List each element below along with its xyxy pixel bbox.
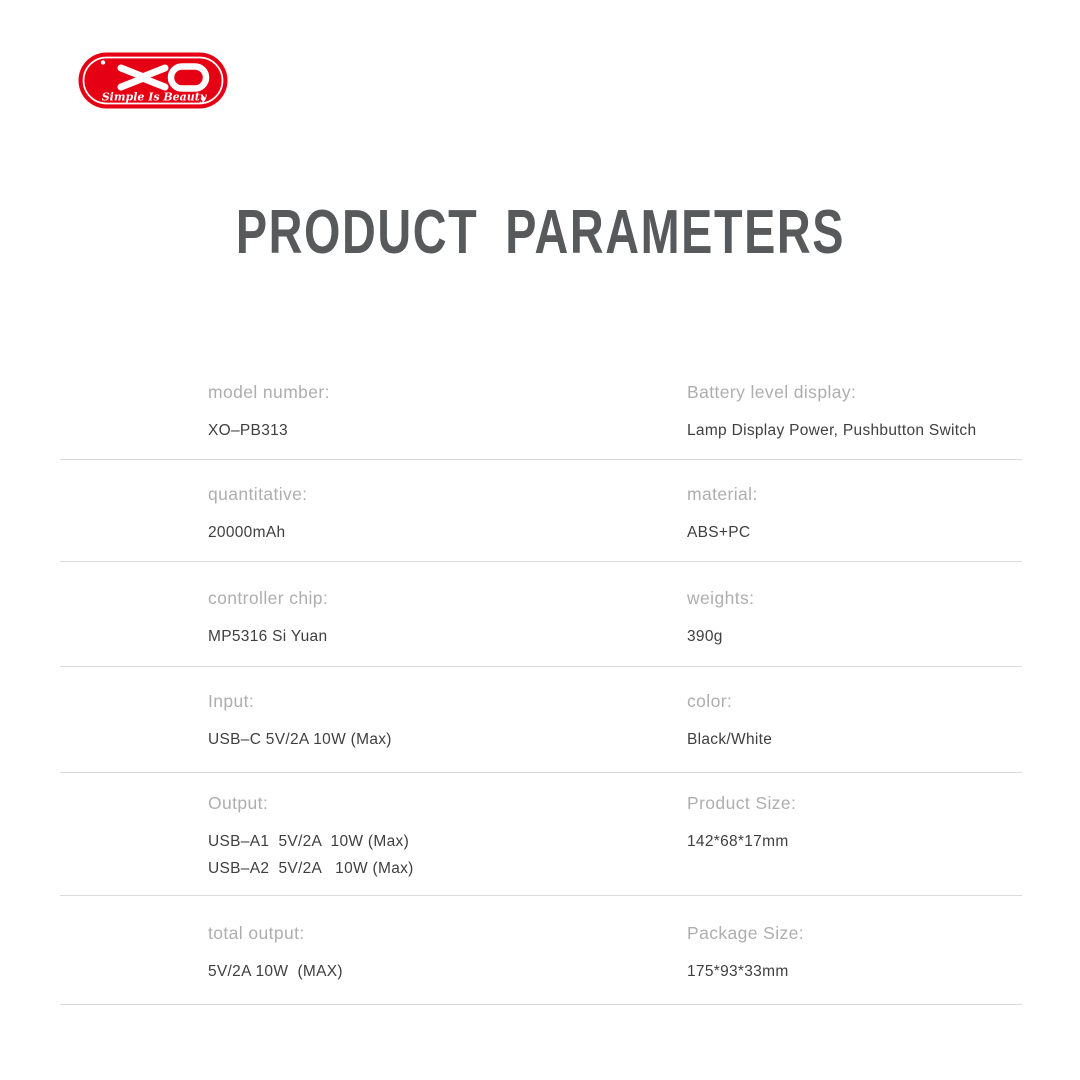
spec-cell-product-size: [687, 793, 1022, 895]
spec-value: Lamp Display Power, Pushbutton Switch: [687, 422, 977, 439]
spec-label: Package Size:: [687, 923, 805, 943]
spec-value: 390g: [687, 628, 723, 645]
spec-label: color:: [687, 691, 733, 711]
spec-cell-package-size: [687, 923, 1022, 1004]
spec-cell-quantitative: [60, 484, 687, 561]
brand-logo: [78, 52, 228, 109]
page-title: PRODUCT PARAMETERS: [235, 197, 845, 267]
spec-label: weights:: [687, 588, 755, 608]
spec-value: USB–C 5V/2A 10W (Max): [208, 731, 392, 748]
spec-row-totaloutput-packagesize: [60, 896, 1022, 1005]
spec-row-chip-weight: [60, 562, 1022, 667]
spec-row-input-color: [60, 667, 1022, 773]
spec-value: USB–A1 5V/2A 10W (Max): [208, 833, 410, 850]
spec-cell-model-number: [60, 382, 687, 459]
spec-row-model-battery: [60, 370, 1022, 460]
spec-cell-total-output: [60, 923, 687, 1004]
spec-row-output-productsize: [60, 773, 1022, 896]
spec-label: model number:: [208, 382, 330, 402]
spec-value: ABS+PC: [687, 524, 751, 541]
spec-cell-output: [60, 793, 687, 895]
spec-value: 142*68*17mm: [687, 833, 789, 850]
spec-table: [60, 370, 1022, 1005]
spec-value: 5V/2A 10W (MAX): [208, 963, 343, 980]
spec-value: XO–PB313: [208, 422, 288, 439]
spec-value: 175*93*33mm: [687, 963, 789, 980]
spec-value: MP5316 Si Yuan: [208, 628, 328, 645]
spec-value: 20000mAh: [208, 524, 286, 541]
spec-label: Battery level display:: [687, 382, 857, 402]
spec-label: material:: [687, 484, 758, 504]
spec-cell-controller-chip: [60, 588, 687, 666]
spec-label: quantitative:: [208, 484, 308, 504]
logo-tagline: Simple Is Beauty: [101, 90, 207, 104]
spec-cell-weights: [687, 588, 1022, 666]
spec-label: Product Size:: [687, 793, 797, 813]
page-title-wrap: [0, 196, 1080, 265]
spec-cell-battery-level-display: [687, 382, 1022, 459]
spec-value: Black/White: [687, 731, 773, 748]
spec-value: USB–A2 5V/2A 10W (Max): [208, 860, 414, 877]
spec-label: Output:: [208, 793, 269, 813]
spec-cell-color: [687, 691, 1022, 772]
xo-logo-graphic: [78, 52, 228, 109]
spec-label: Input:: [208, 691, 255, 711]
spec-label: total output:: [208, 923, 305, 943]
logo-dot-top-left: [101, 60, 105, 64]
spec-cell-material: [687, 484, 1022, 561]
spec-row-capacity-material: [60, 460, 1022, 562]
spec-cell-input: [60, 691, 687, 772]
spec-label: controller chip:: [208, 588, 329, 608]
